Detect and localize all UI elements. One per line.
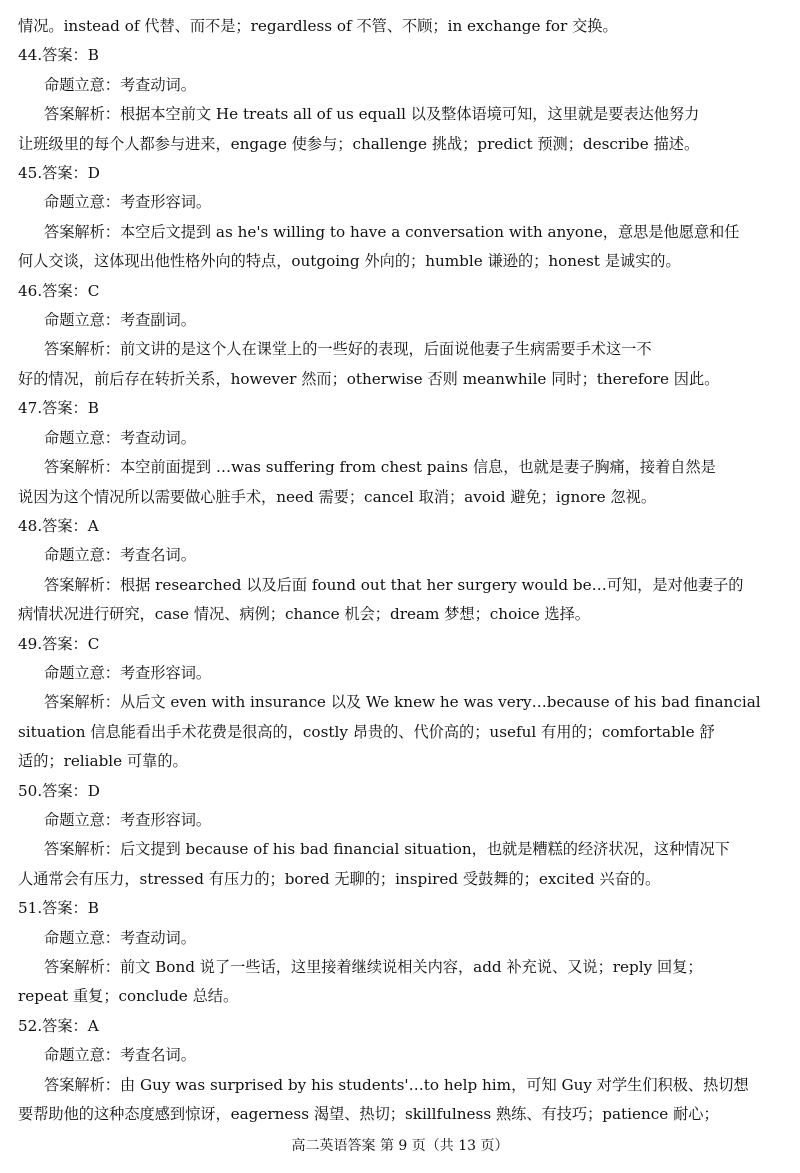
question-block (18, 394, 774, 512)
answer-text: 答案：B (42, 399, 99, 418)
analysis-line: 人通常会有压力，stressed 有压力的；bored 无聊的；inspired 受鼓舞的；excited 兴奋的。 (18, 869, 661, 888)
answer-text: 答案：D (42, 164, 100, 183)
question-block (18, 41, 774, 159)
question-number: 51. (18, 899, 43, 918)
analysis-line: 让班级里的每个人都参与进来，engage 使参与；challenge 挑战；predict 预测；describe 描述。 (18, 134, 700, 153)
answer-line (18, 1012, 774, 1041)
analysis-line: 答案解析：前文 Bond 说了一些话，这里接着继续说相关内容，add 补充说、又说；reply 回复； (44, 958, 703, 976)
analysis-line: 答案解析：后文提到 because of his bad financial situation，也就是糟糕的经济状况，这种情况下 (44, 840, 730, 859)
question-block (18, 277, 774, 395)
question-block (18, 630, 774, 777)
question-block (18, 1012, 774, 1130)
question-block (18, 777, 774, 895)
analysis-line: 答案解析：本空后文提到 as he's willing to have a conversation with anyone，意思是他愿意和任 (44, 222, 740, 241)
question-number: 46. (18, 281, 43, 300)
intent-line: 命题立意：考查副词。 (44, 311, 196, 330)
analysis-line: 病情状况进行研究，case 情况、病例；chance 机会；dream 梦想；choice 选择。 (18, 605, 590, 624)
intent-line: 命题立意：考查动词。 (44, 428, 196, 447)
intro-line: 情况。instead of 代替、而不是；regardless of 不管、不顾；in exchange for 交换。 (18, 17, 618, 35)
question-number: 45. (18, 164, 43, 183)
answer-text: 答案：B (42, 899, 99, 918)
answer-line (18, 277, 774, 306)
intent-line: 命题立意：考查动词。 (44, 928, 196, 947)
question-number: 50. (18, 781, 43, 800)
question-number: 47. (18, 399, 43, 418)
intent-line: 命题立意：考查名词。 (44, 1046, 196, 1065)
answer-line (18, 777, 774, 806)
answer-text: 答案：A (42, 1016, 99, 1035)
question-list (18, 41, 774, 1129)
question-block (18, 512, 774, 630)
analysis-line: 答案解析：由 Guy was surprised by his students'…to help him，可知 Guy 对学生们积极、热切想 (44, 1075, 749, 1094)
answer-text: 答案：D (42, 781, 100, 800)
answer-line (18, 394, 774, 423)
question-number: 48. (18, 516, 43, 535)
analysis-line: 答案解析：根据本空前文 He treats all of us equall 以及整体语境可知，这里就是要表达他努力 (44, 105, 700, 124)
page-footer: 高二英语答案 第 9 页（共 13 页） (291, 1138, 509, 1154)
intent-line: 命题立意：考查形容词。 (44, 810, 212, 829)
intent-line: 命题立意：考查动词。 (44, 75, 196, 94)
intent-line: 命题立意：考查形容词。 (44, 193, 212, 212)
answer-line (18, 41, 774, 70)
answer-text: 答案：B (42, 46, 99, 65)
answer-line (18, 512, 774, 541)
analysis-line: 要帮助他的这种态度感到惊讶，eagerness 渴望、热切；skillfulness 熟练、有技巧；patience 耐心； (18, 1105, 719, 1124)
analysis-line: 答案解析：从后文 even with insurance 以及 We knew he was very…because of his bad financial (44, 693, 761, 712)
question-number: 49. (18, 634, 43, 653)
analysis-line: 好的情况，前后存在转折关系，however 然而；otherwise 否则 meanwhile 同时；therefore 因此。 (18, 369, 720, 388)
question-block (18, 159, 774, 277)
analysis-line: situation 信息能看出手术花费是很高的，costly 昂贵的、代价高的；useful 有用的；comfortable 舒 (18, 722, 715, 741)
answer-text: 答案：C (42, 281, 100, 300)
analysis-line: repeat 重复；conclude 总结。 (18, 987, 239, 1006)
analysis-line: 答案解析：前文讲的是这个人在课堂上的一些好的表现，后面说他妻子生病需要手术这一不 (44, 340, 652, 359)
analysis-line: 适的；reliable 可靠的。 (18, 752, 188, 771)
intent-line: 命题立意：考查形容词。 (44, 663, 212, 682)
analysis-line: 答案解析：本空前面提到 …was suffering from chest pains 信息，也就是妻子胸痛，接着自然是 (44, 458, 716, 477)
analysis-line: 何人交谈，这体现出他性格外向的特点，outgoing 外向的；humble 谦逊的；honest 是诚实的。 (18, 252, 681, 271)
answer-text: 答案：C (42, 634, 100, 653)
question-number: 44. (18, 46, 43, 65)
analysis-line: 答案解析：根据 researched 以及后面 found out that her surgery would be…可知，是对他妻子的 (44, 575, 744, 594)
answer-text: 答案：A (42, 516, 99, 535)
question-number: 52. (18, 1016, 43, 1035)
answer-line (18, 894, 774, 923)
analysis-line: 说因为这个情况所以需要做心脏手术，need 需要；cancel 取消；avoid 避免；ignore 忽视。 (18, 487, 657, 506)
answer-line (18, 159, 774, 188)
question-block (18, 894, 774, 1012)
answer-line (18, 630, 774, 659)
intent-line: 命题立意：考查名词。 (44, 546, 196, 565)
